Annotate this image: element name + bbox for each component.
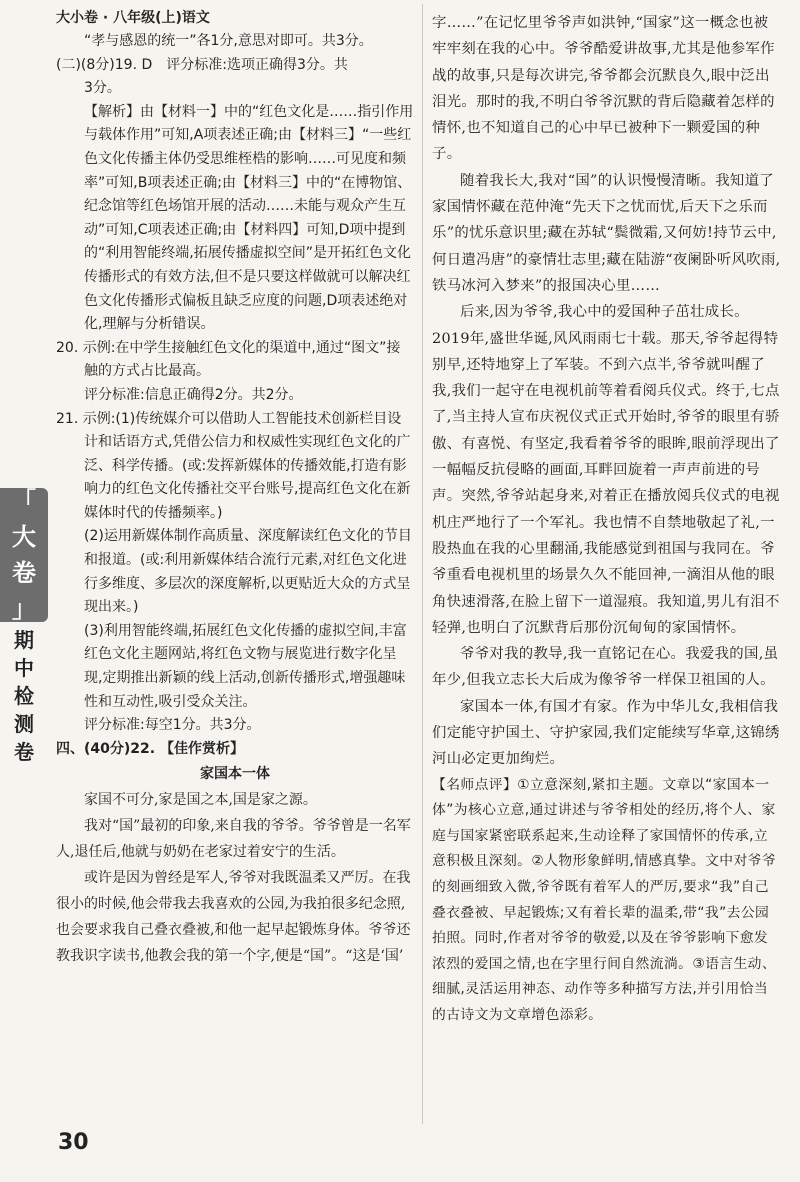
essay-paragraph-7: 家国本一体,有国才有家。作为中华儿女,我相信我们定能守护国土、守护家园,我们定能续写华章,这锦绣河山必定更加绚烂。 [432, 698, 780, 768]
left-column [56, 30, 414, 969]
side-label-midterm: 期中检测卷 [14, 628, 34, 764]
right-column [432, 10, 782, 1029]
side-tab-char-2: 卷 [12, 559, 36, 587]
page-header: 大小卷 · 八年级(上)语文 [56, 10, 210, 26]
essay-paragraph-2: 我对“国”最初的印象,来自我的爷爷。爷爷曾是一名军人,退任后,他就与奶奶在老家过着安宁的生活。 [56, 818, 411, 861]
answer-19-head: (二)(8分)19. D 评分标准:选项正确得3分。共 [56, 56, 348, 73]
answer-18-tail: “孝与感恩的统一”各1分,意思对即可。共3分。 [84, 33, 373, 49]
essay-paragraph-4: 随着我长大,我对“国”的认识慢慢清晰。我知道了家国情怀藏在范仲淹“先天下之忧而忧,后天下之乐而乐”的忧乐意识里;藏在苏轼“鬓微霜,又何妨!持节云中,何日遣冯唐”的豪情壮志里;藏在陆游“夜阑卧听风吹雨,铁马冰河入梦来”的报国决心里…… [432, 172, 781, 294]
answer-19-analysis: 【解析】由【材料一】中的“红色文化是……指引作用与载体作用”可知,A项表述正确;由【材料三】“一些红色文化传播主体仍受思维桎梏的影响……可见度和频率”可知,B项表述正确;由【材料三】中的“在博物馆、纪念馆等红色场馆开展的活动……未能与观众产生互动”可知,C项表述正确;由【材料四】可知,D项中提到的“利用智能终端,拓展传播虚拟空间”是开拓红色文化传播形式的有效方法,但不是只要这样做就可以解决红色文化传播形式偏板且缺乏应度的问题,D项表述绝对化,理解与分析错误。 [84, 103, 414, 333]
essay-paragraph-3-cont: 字……”在记忆里爷爷声如洪钟,“国家”这一概念也被牢牢刻在我的心中。爷爷酷爱讲故事,尤其是他参军作战的故事,只是每次讲完,爷爷都会沉默良久,眼中泛出泪光。那时的我,不明白爷爷沉默的背后隐藏着怎样的情怀,也不知道自己的心中早已被种下一颗爱国的种子。 [432, 15, 775, 163]
essay-paragraph-3: 或许是因为曾经是军人,爷爷对我既温柔又严厉。在我很小的时候,他会带我去我喜欢的公园,为我拍很多纪念照,也会要求我自己叠衣叠被,和他一起早起锻炼身体。爷爷还教我识字读书,他教会我的第一个字,便是“国”。“这是‘国’ [56, 870, 411, 965]
essay-title: 家国本一体 [200, 766, 270, 783]
answer-21-part2: (2)运用新媒体制作高质量、深度解读红色文化的节目和报道。(或:利用新媒体结合流行元素,对红色文化进行多维度、多层次的深度解析,以更贴近大众的方式呈现出来。) [84, 528, 412, 616]
side-tab-bracket-open: 「 [12, 487, 36, 515]
side-tab-char-1: 大 [12, 523, 36, 551]
answer-22-head: 四、(40分)22. 【佳作赏析】 [56, 740, 244, 757]
side-tab-big-paper [0, 488, 48, 622]
answer-20: 20. 示例:在中学生接触红色文化的渠道中,通过“图文”接触的方式占比最高。 [56, 339, 401, 380]
essay-paragraph-6: 爷爷对我的教导,我一直铭记在心。我爱我的国,虽年少,但我立志长大后成为像爷爷一样保卫祖国的人。 [432, 646, 779, 689]
answer-21-part3: (3)利用智能终端,拓展红色文化传播的虚拟空间,丰富红色文化主题网站,将红色文物与展览进行数字化呈现,定期推出新颖的线上活动,创新传播形式,增强趣味性和互动性,吸引受众关注。 [84, 622, 407, 710]
essay-paragraph-1: 家国不可分,家是国之本,国是家之源。 [84, 792, 317, 809]
teacher-comment: 【名师点评】①立意深刻,紧扣主题。文章以“家国本一体”为核心立意,通过讲述与爷爷相处的经历,将个人、家庭与国家紧密联系起来,生动诠释了家国情怀的传承,立意积极且深刻。②人物形象鲜明,情感真挚。文中对爷爷的刻画细致入微,爷爷既有着军人的严厉,要求“我”自己叠衣叠被、早起锻炼;又有着长辈的温柔,带“我”去公园拍照。同时,作者对爷爷的敬爱,以及在爷爷影响下愈发浓烈的爱国之情,也在字里行间自然流淌。③语言生动、细腻,灵活运用神态、动作等多种描写方法,并引用恰当的古诗文为文章增色添彩。 [432, 776, 777, 1023]
answer-19-score: 3分。 [84, 80, 121, 97]
answer-20-score: 评分标准:信息正确得2分。共2分。 [84, 386, 303, 403]
answer-21-part1: 21. 示例:(1)传统媒介可以借助人工智能技术创新栏目设计和话语方式,凭借公信力和权威性实现红色文化的广泛、科学传播。(或:发挥新媒体的传播效能,打造有影响力的红色文化传播社交平台账号,提高红色文化在新媒体时代的传播频率。) [56, 410, 411, 521]
column-divider [422, 4, 423, 1124]
essay-paragraph-5: 后来,因为爷爷,我心中的爱国种子茁壮成长。2019年,盛世华诞,风风雨雨七十载。那天,爷爷起得特别早,还特地穿上了军装。不到六点半,爷爷就叫醒了我,我们一起守在电视机前等着看阅兵仪式。终于,七点了,当主持人宣布庆祝仪式正式开始时,爷爷的眼里有骄傲、有喜悦、有坚定,我看着爷爷的眼眸,眼前浮现出了一幅幅反抗侵略的画面,耳畔回旋着一声声前进的号声。突然,爷爷站起身来,对着正在播放阅兵仪式的电视机庄严地行了一个军礼。我也情不自禁地敬起了礼,一股热血在我的心里翻涌,我能感觉到祖国与我同在。爷爷重看电视机里的场景久久不能回神,一滴泪从他的眼角快速滑落,在脸上留下一道湿痕。我知道,男儿有泪不轻弹,也明白了沉默背后那份沉甸甸的家国情怀。 [432, 304, 780, 636]
side-tab-bracket-close: 」 [12, 595, 36, 623]
page-number: 30 [58, 1130, 89, 1155]
answer-21-score: 评分标准:每空1分。共3分。 [84, 717, 261, 734]
